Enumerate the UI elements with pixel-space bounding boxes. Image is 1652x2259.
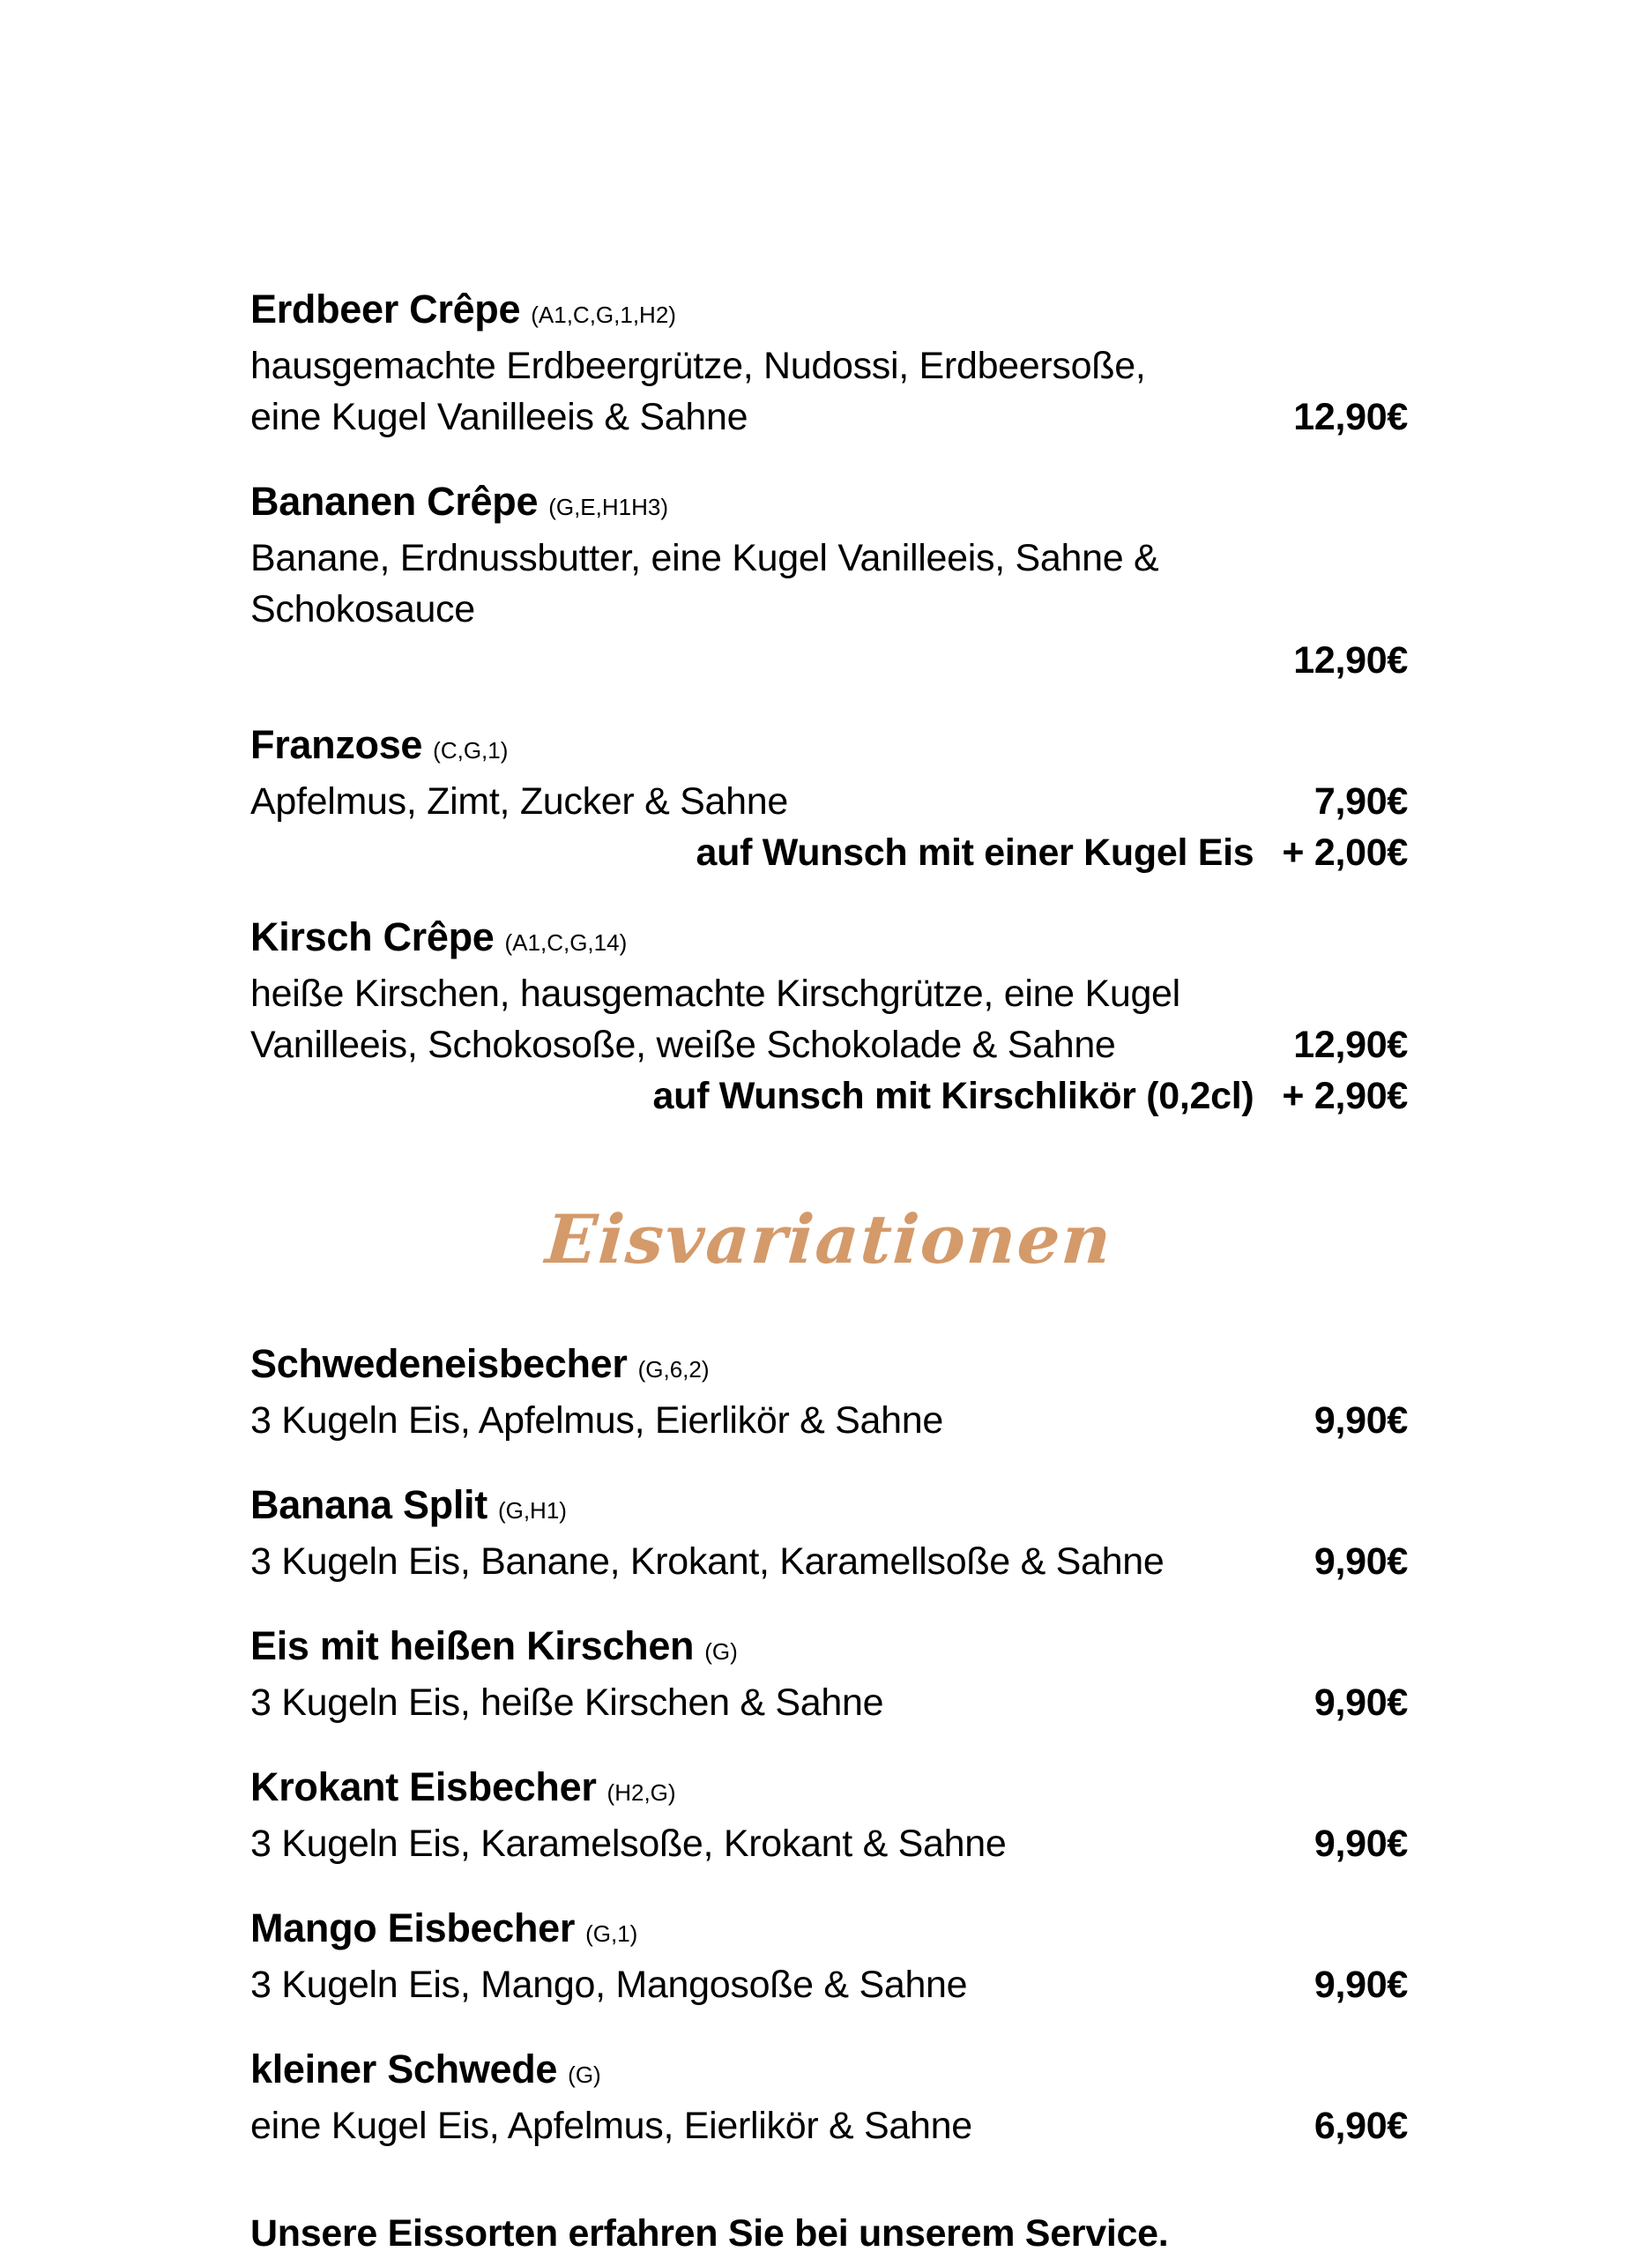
line-price: 12,90€ <box>1293 396 1408 438</box>
line-text: Apfelmus, Zimt, Zucker & Sahne <box>250 780 788 823</box>
item-allergens: (H2,G) <box>606 1779 676 1806</box>
item-title-row <box>250 1338 1408 1395</box>
item-allergens: (G) <box>568 2061 601 2088</box>
menu-item-bananen-crepe <box>250 476 1408 686</box>
item-allergens: (G,H1) <box>497 1497 567 1524</box>
item-allergens: (C,G,1) <box>433 737 509 764</box>
menu-item-kirsch-crepe <box>250 912 1408 1122</box>
item-line <box>250 340 1408 391</box>
item-name: Eis mit heißen Kirschen <box>250 1623 695 1668</box>
line-text: 3 Kugeln Eis, heiße Kirschen & Sahne <box>250 1681 884 1724</box>
menu-item-mango-eisbecher <box>250 1903 1408 2010</box>
item-allergens: (G) <box>704 1638 738 1665</box>
item-title-row <box>250 912 1408 968</box>
menu-item-kleiner-schwede <box>250 2044 1408 2151</box>
option-text: auf Wunsch mit Kirschlikör (0,2cl) <box>652 1075 1254 1117</box>
option-price: + 2,90€ <box>1282 1075 1408 1117</box>
line-price: 9,90€ <box>1313 1681 1408 1724</box>
item-name: Bananen Crêpe <box>250 479 539 524</box>
item-option-row <box>250 827 1408 878</box>
menu-item-franzose <box>250 719 1408 878</box>
item-allergens: (G,E,H1H3) <box>548 494 669 520</box>
item-title-row <box>250 476 1408 533</box>
line-text: 3 Kugeln Eis, Mango, Mangosoße & Sahne <box>250 1964 968 2006</box>
option-price: + 2,00€ <box>1282 831 1408 874</box>
item-title-row <box>250 1621 1408 1677</box>
item-name: Schwedeneisbecher <box>250 1341 628 1386</box>
line-text: 3 Kugeln Eis, Karamelsoße, Krokant & Sahne <box>250 1823 1007 1865</box>
line-text: hausgemachte Erdbeergrütze, Nudossi, Erdbeersoße, <box>250 345 1146 387</box>
menu-item-krokant-eisbecher <box>250 1762 1408 1869</box>
item-line <box>250 1019 1408 1070</box>
line-text: eine Kugel Vanilleeis & Sahne <box>250 396 748 438</box>
item-name: Franzose <box>250 722 423 767</box>
item-name: Kirsch Crêpe <box>250 914 495 959</box>
item-line <box>250 1818 1408 1869</box>
footer-note: Unsere Eissorten erfahren Sie bei unserem Service. <box>250 2212 1169 2255</box>
item-line <box>250 635 1408 686</box>
item-title-row <box>250 1480 1408 1536</box>
line-price: 6,90€ <box>1313 2105 1408 2147</box>
line-price: 9,90€ <box>1313 1399 1408 1442</box>
menu-item-schwedeneisbecher <box>250 1338 1408 1446</box>
item-name: Krokant Eisbecher <box>250 1764 597 1809</box>
item-allergens: (A1,C,G,14) <box>504 929 628 956</box>
item-line <box>250 968 1408 1019</box>
item-line <box>250 1395 1408 1446</box>
line-text: Banane, Erdnussbutter, eine Kugel Vanilleeis, Sahne & Schokosauce <box>250 537 1159 630</box>
line-price: 9,90€ <box>1313 1540 1408 1583</box>
item-allergens: (G,1) <box>585 1920 638 1947</box>
item-name: kleiner Schwede <box>250 2047 558 2091</box>
item-title-row <box>250 2044 1408 2100</box>
item-title-row <box>250 1762 1408 1818</box>
option-text: auf Wunsch mit einer Kugel Eis <box>696 831 1254 874</box>
menu-item-erdbeer-crepe <box>250 284 1408 443</box>
section-heading-eisvariationen: Eisvariationen <box>543 1200 1115 1279</box>
item-line <box>250 1536 1408 1587</box>
item-allergens: (G,6,2) <box>637 1356 710 1383</box>
item-line <box>250 1677 1408 1728</box>
item-line <box>250 533 1408 635</box>
item-name: Banana Split <box>250 1482 487 1527</box>
item-name: Erdbeer Crêpe <box>250 287 521 332</box>
line-text: eine Kugel Eis, Apfelmus, Eierlikör & Sahne <box>250 2105 972 2147</box>
item-title-row <box>250 1903 1408 1959</box>
item-line <box>250 1959 1408 2010</box>
item-name: Mango Eisbecher <box>250 1905 576 1950</box>
line-text: Vanilleeis, Schokosoße, weiße Schokolade & Sahne <box>250 1024 1116 1066</box>
item-allergens: (A1,C,G,1,H2) <box>531 302 676 328</box>
item-option-row <box>250 1070 1408 1122</box>
item-title-row <box>250 719 1408 776</box>
menu-item-eis-mit-heissen-kirschen <box>250 1621 1408 1728</box>
line-text: 3 Kugeln Eis, Apfelmus, Eierlikör & Sahne <box>250 1399 944 1442</box>
menu-item-banana-split <box>250 1480 1408 1587</box>
item-title-row <box>250 284 1408 340</box>
item-line <box>250 2100 1408 2151</box>
line-price: 12,90€ <box>1293 639 1408 682</box>
line-price: 12,90€ <box>1293 1024 1408 1066</box>
line-text: 3 Kugeln Eis, Banane, Krokant, Karamellsoße & Sahne <box>250 1540 1165 1583</box>
line-price: 9,90€ <box>1313 1964 1408 2006</box>
line-price: 7,90€ <box>1313 780 1408 823</box>
item-line <box>250 776 1408 827</box>
line-text: heiße Kirschen, hausgemachte Kirschgrütze, eine Kugel <box>250 973 1180 1015</box>
line-price: 9,90€ <box>1313 1823 1408 1865</box>
item-line <box>250 391 1408 443</box>
